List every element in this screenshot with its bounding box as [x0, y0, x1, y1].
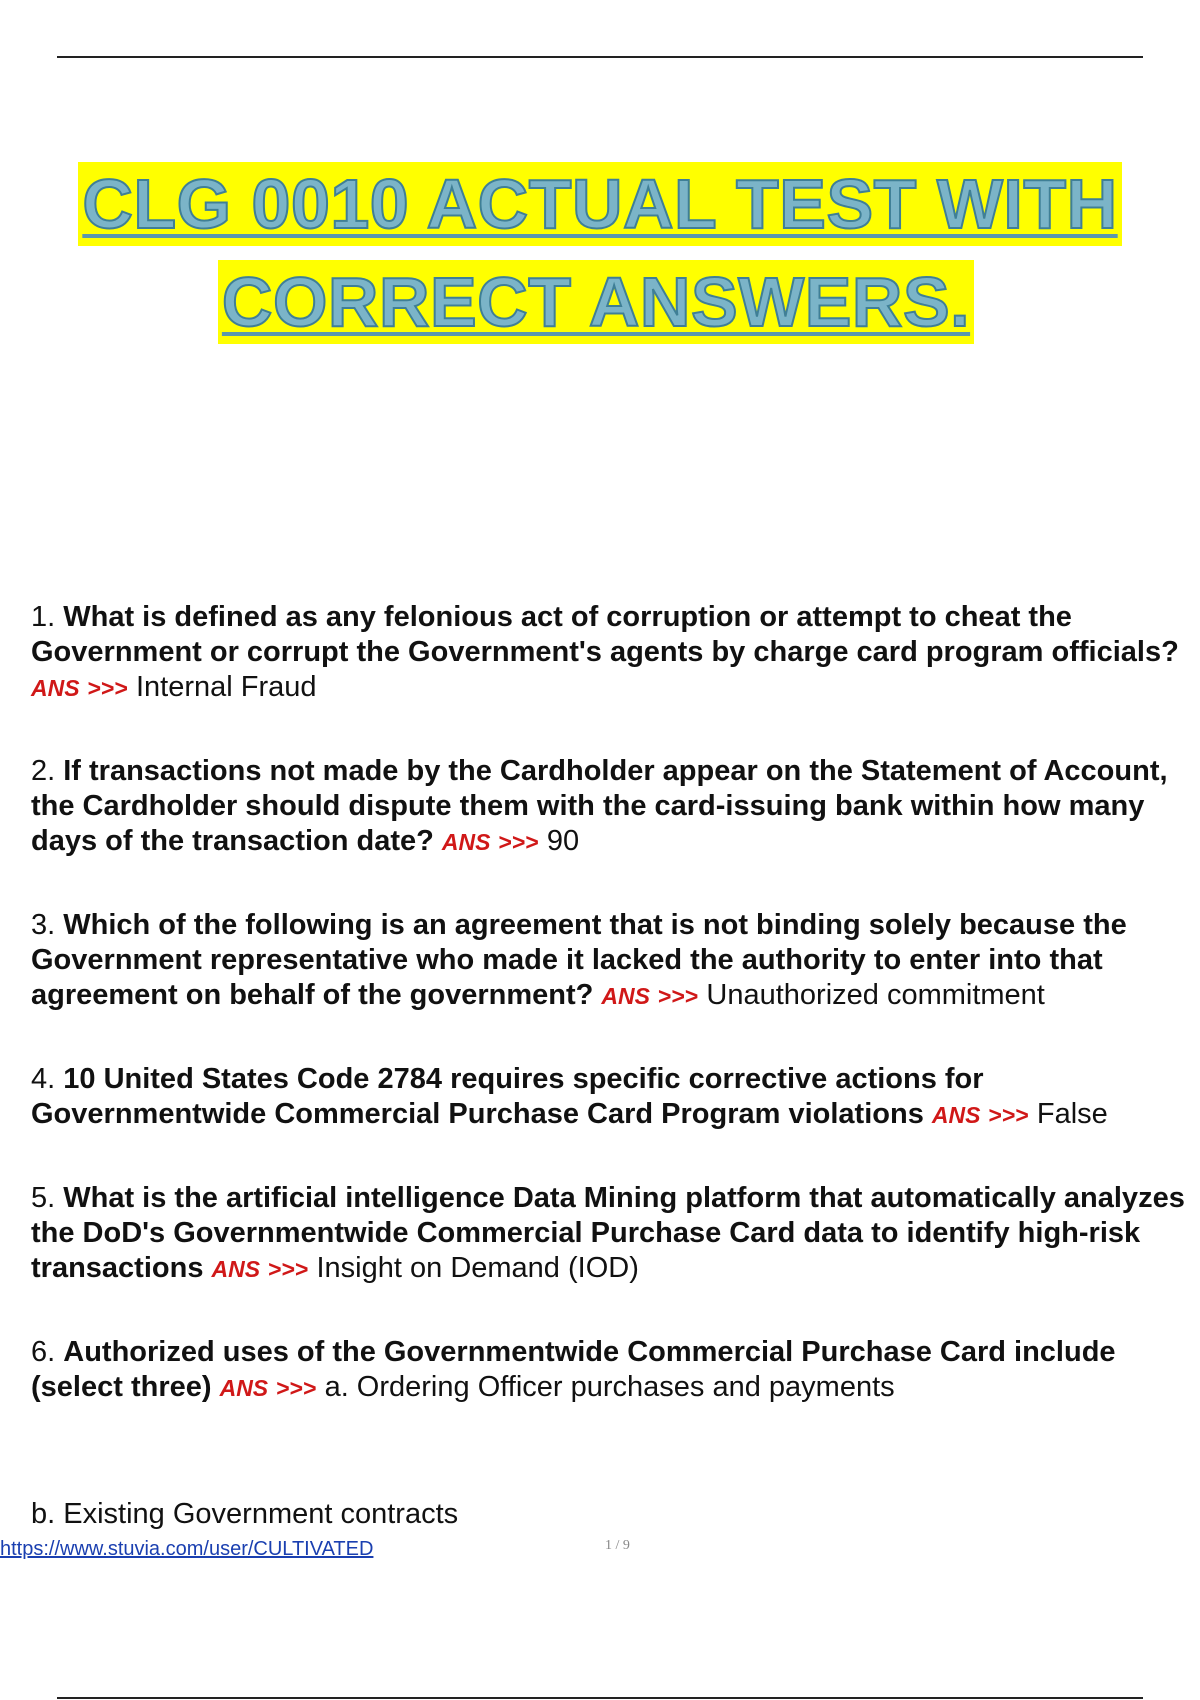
- question-item: [31, 754, 1200, 860]
- answer-text: 90: [546, 825, 580, 857]
- answer-arrows: >>>: [87, 675, 128, 701]
- question-number: 2.: [31, 755, 56, 787]
- answer-label: ANS: [441, 829, 491, 855]
- question-text: 10 United States Code 2784 requires specific corrective actions for Governmentwide Commercial Purchase Card Program violations: [31, 1063, 984, 1130]
- page-number: 1 / 9: [605, 1538, 630, 1553]
- answer-text: Internal Fraud: [135, 671, 317, 703]
- answer-label: ANS: [931, 1102, 981, 1128]
- question-text: If transactions not made by the Cardholder appear on the Statement of Account, the Cardholder should dispute them with the card-issuing bank within how many days of the transaction date?: [31, 755, 1168, 857]
- title-line-1: CLG 0010 ACTUAL TEST WITH: [78, 162, 1121, 246]
- question-text: What is the artificial intelligence Data Mining platform that automatically analyzes the DoD's Governmentwide Commercial Purchase Card data to identify high-risk transactions: [31, 1182, 1185, 1284]
- question-number: 4.: [31, 1063, 56, 1095]
- bottom-rule: [57, 1697, 1143, 1699]
- question-text: What is defined as any felonious act of corruption or attempt to cheat the Government or corrupt the Government's agents by charge card program officials?: [31, 601, 1179, 668]
- question-item: [31, 1335, 1200, 1406]
- answer-arrows: >>>: [276, 1375, 317, 1401]
- answer-label: ANS: [211, 1256, 261, 1282]
- title-line-2: CORRECT ANSWERS.: [218, 260, 974, 344]
- question-list: [31, 600, 1200, 1454]
- answer-text: Insight on Demand (IOD): [316, 1252, 639, 1284]
- answer-label: ANS: [219, 1375, 269, 1401]
- answer-arrows: >>>: [988, 1102, 1029, 1128]
- answer-arrows: >>>: [658, 983, 699, 1009]
- question-number: 1.: [31, 601, 56, 633]
- question-item: [31, 1181, 1200, 1287]
- question-item: [31, 908, 1200, 1014]
- document-title: [0, 162, 1200, 358]
- answer-text: Unauthorized commitment: [706, 979, 1045, 1011]
- answer-text: False: [1036, 1098, 1108, 1130]
- answer-text: a. Ordering Officer purchases and payments: [324, 1371, 895, 1403]
- question-text: Authorized uses of the Governmentwide Commercial Purchase Card include (select three): [31, 1336, 1116, 1403]
- question-number: 5.: [31, 1182, 56, 1214]
- question-text: Which of the following is an agreement that is not binding solely because the Government representative who made it lacked the authority to enter into that agreement on behalf of the government?: [31, 909, 1127, 1011]
- question-item: [31, 600, 1200, 706]
- answer-label: ANS: [601, 983, 650, 1009]
- question-item: [31, 1062, 1200, 1133]
- extra-answer-line: b. Existing Government contracts: [31, 1498, 459, 1530]
- question-number: 3.: [31, 909, 56, 941]
- answer-label: ANS: [31, 675, 80, 701]
- top-rule: [57, 56, 1143, 58]
- answer-arrows: >>>: [498, 829, 539, 855]
- footer-link[interactable]: https://www.stuvia.com/user/CULTIVATED: [0, 1538, 374, 1560]
- answer-arrows: >>>: [268, 1256, 309, 1282]
- question-number: 6.: [31, 1336, 56, 1368]
